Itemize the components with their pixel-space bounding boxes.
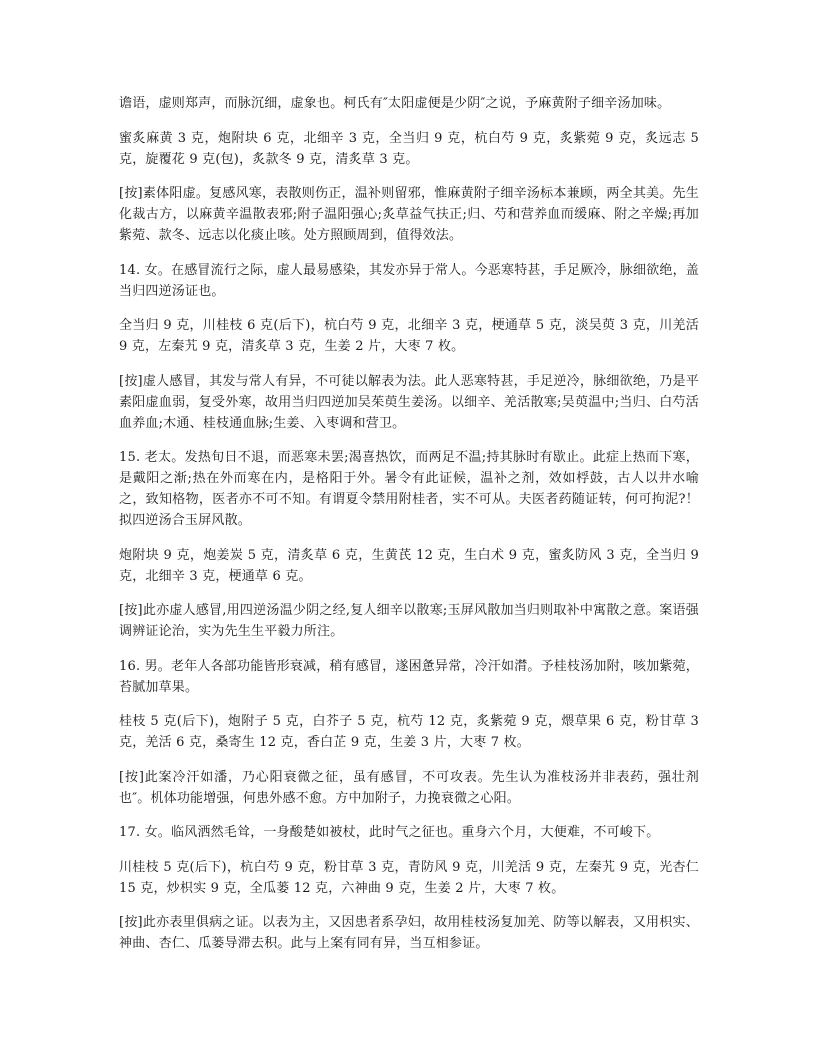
paragraph-case13-commentary: [按]素体阳虚。复感风寒，表散则伤正，温补则留邪，惟麻黄附子细辛汤标本兼顾，两全其美。先生化裁古方，以麻黄辛温散表邪;附子温阳强心;炙草益气扶正;归、芍和营养血而缓麻、附之辛燥;再加紫菀、款冬、远志以化痰止咳。处方照顾周到，值得效法。 [119, 186, 699, 243]
document-page [119, 93, 699, 968]
paragraph-case16-symptoms: 16. 男。老年人各部功能皆形衰减，稍有感冒，遂困惫异常，冷汗如潸。予桂枝汤加附，咳加紫菀，苔腻加草果。 [119, 658, 700, 695]
paragraph-case17-commentary: [按]此亦表里俱病之证。以表为主，又因患者系孕妇，故用桂枝汤复加羌、防等以解表，又用枳实、神曲、杏仁、瓜蒌导滞去积。此与上案有同有异，当互相参证。 [119, 915, 699, 951]
paragraph-case13-symptoms: 谵语，虚则郑声，而脉沉细，虚象也。柯氏有″太阳虚便是少阴″之说，予麻黄附子细辛汤加味。 [119, 96, 671, 111]
paragraph-case15-symptoms: 15. 老太。发热旬日不退，而恶寒未罢;渴喜热饮，而两足不温;持其脉时有歇止。此症上热而下寒，是戴阳之渐;热在外而寒在内，是格阳于外。暑令有此证候，温补之剂，效如桴鼓，古人以井水喻之，致知格物，医者亦不可不知。有谓夏令禁用附桂者，实不可从。夫医者药随证转，何可拘泥?！拟四逆汤合玉屏风散。 [119, 450, 699, 528]
paragraph-case16-prescription: 桂枝 5 克(后下)，炮附子 5 克，白芥子 5 克，杭芍 12 克，炙紫菀 9 克，煨草果 6 克，粉甘草 3 克，羌活 6 克，桑寄生 12 克，香白芷 9 克，生姜 3 片，大枣 7 枚。 [119, 714, 699, 750]
paragraph-case15-commentary: [按]此亦虚人感冒,用四逆汤温少阴之经,复人细辛以散寒;玉屏风散加当归则取补中寓散之意。案语强调辨证论治，实为先生生平毅力所注。 [119, 603, 699, 639]
paragraph-case14-symptoms: 14. 女。在感冒流行之际，虚人最易感染，其发亦异于常人。今恶寒特甚，手足厥冷，脉细欲绝，盖当归四逆汤证也。 [119, 262, 700, 299]
paragraph-case16-commentary: [按]此案冷汗如潘，乃心阳衰微之征，虽有感冒，不可攻表。先生认为准枝汤并非表药，强壮剂也″。机体功能增强，何患外感不愈。方中加附子，力挽衰微之心阳。 [119, 769, 699, 806]
paragraph-case15-prescription: 炮附块 9 克，炮姜炭 5 克，清炙草 6 克，生黄芪 12 克，生白术 9 克，蜜炙防风 3 克，全当归 9 克，北细辛 3 克，梗通草 6 克。 [119, 547, 699, 584]
paragraph-case14-commentary: [按]虚人感冒，其发与常人有异，不可徒以解表为法。此人恶寒特甚，手足逆冷，脉细欲绝，乃是平素阳虚血弱，复受外寒，故用当归四逆加吴茱萸生姜汤。以细辛、羌活散寒;吴萸温中;当归、白芍活血养血;木通、桂枝通血脉;生姜、入枣调和营卫。 [119, 373, 699, 431]
paragraph-case17-symptoms: 17. 女。临风洒然毛耸，一身酸楚如被杖，此时气之征也。重身六个月，大便难，不可峻下。 [119, 825, 660, 840]
paragraph-case14-prescription: 全当归 9 克，川桂枝 6 克(后下)，杭白芍 9 克，北细辛 3 克，梗通草 5 克，淡吴萸 3 克，川羌活 9 克，左秦艽 9 克，清炙草 3 克，生姜 2 片，大枣 7 枚。 [119, 318, 699, 354]
paragraph-case17-prescription: 川桂枝 5 克(后下)，杭白芍 9 克，粉甘草 3 克，青防风 9 克，川羌活 9 克，左秦艽 9 克，光杏仁 15 克，炒枳实 9 克，全瓜蒌 12 克，六神曲 9 克，生姜 2 片，大枣 7 枚。 [119, 859, 699, 896]
paragraph-case13-prescription: 蜜炙麻黄 3 克，炮附块 6 克，北细辛 3 克，全当归 9 克，杭白芍 9 克，炙紫菀 9 克，炙远志 5 克，旋覆花 9 克(包)，炙款冬 9 克，清炙草 3 克。 [119, 130, 699, 167]
